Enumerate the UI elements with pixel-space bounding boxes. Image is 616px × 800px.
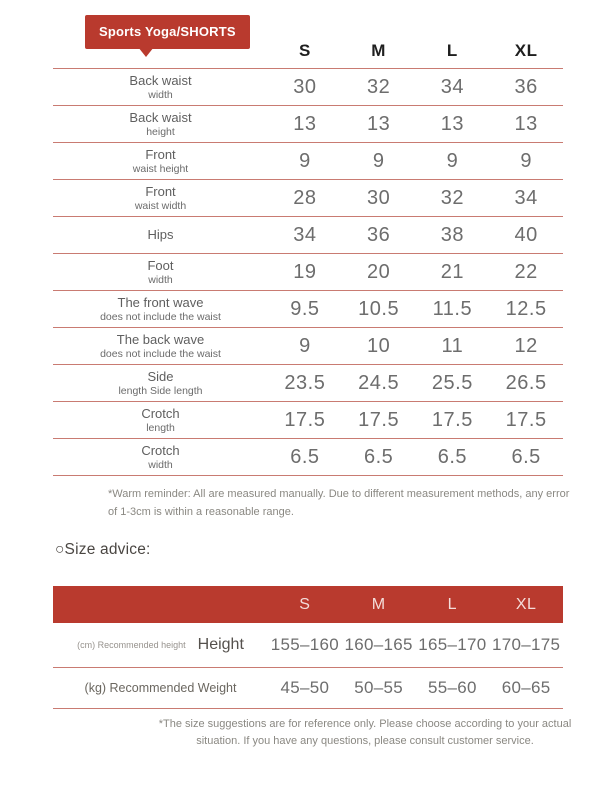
cell-value: 36 bbox=[367, 223, 391, 246]
cell-value: 11 bbox=[441, 334, 464, 357]
cell-value: 13 bbox=[367, 112, 391, 135]
row-label-line1: Front bbox=[145, 146, 176, 162]
row-label-line2: does not include the waist bbox=[100, 347, 221, 360]
cell-value: 19 bbox=[293, 260, 317, 283]
warm-reminder-note: *Warm reminder: All are measured manually. Due to different measurement methods, any error of 1-3cm is within a reasonable range. bbox=[108, 488, 570, 518]
cell-value: 6.5 bbox=[290, 445, 320, 468]
cell-value: 21 bbox=[440, 260, 464, 283]
cell-value: 9 bbox=[372, 149, 385, 172]
cell-value: 13 bbox=[514, 112, 538, 135]
cell-value: 28 bbox=[293, 186, 317, 209]
cell-value: 170–175 bbox=[491, 635, 561, 654]
cell-value: 17.5 bbox=[358, 408, 400, 431]
cell-value: 24.5 bbox=[358, 371, 400, 394]
table-row bbox=[53, 402, 563, 439]
row-label-line1: Front bbox=[145, 183, 176, 199]
cell-value: 10 bbox=[367, 334, 391, 357]
row-label-line1: The front wave bbox=[117, 294, 204, 310]
cell-value: 26.5 bbox=[505, 371, 547, 394]
cell-value: 10.5 bbox=[358, 297, 400, 320]
cell-value: 13 bbox=[293, 112, 317, 135]
table-row bbox=[53, 143, 563, 180]
recommended-weight-row bbox=[53, 668, 563, 709]
row-label bbox=[53, 184, 268, 213]
table-row bbox=[53, 180, 563, 217]
row-label-line2: length Side length bbox=[118, 384, 203, 397]
row-label bbox=[53, 332, 268, 361]
cell-value: 50–55 bbox=[354, 678, 404, 697]
cell-value: 12 bbox=[514, 334, 538, 357]
cell-value: 17.5 bbox=[284, 408, 326, 431]
row-label-line1: Back waist bbox=[129, 72, 192, 88]
row-label bbox=[53, 406, 268, 435]
table-row bbox=[53, 254, 563, 291]
column-header-m: M bbox=[371, 41, 386, 60]
cell-value: 60–65 bbox=[501, 678, 551, 697]
row-label bbox=[53, 681, 268, 695]
cell-value: 9 bbox=[446, 149, 459, 172]
row-label-line2: length bbox=[146, 421, 175, 434]
row-label-line1: Crotch bbox=[141, 442, 180, 458]
size-advice-header-row bbox=[53, 586, 563, 623]
table-row bbox=[53, 217, 563, 254]
cell-value: 12.5 bbox=[505, 297, 547, 320]
recommended-height-row bbox=[53, 623, 563, 668]
row-label-text: (kg) Recommended Weight bbox=[84, 681, 237, 695]
cell-value: 9 bbox=[520, 149, 532, 172]
cell-value: 17.5 bbox=[431, 408, 473, 431]
row-label-line2: waist width bbox=[134, 199, 187, 212]
size-advice-table bbox=[53, 586, 563, 709]
cell-value: 32 bbox=[367, 75, 391, 98]
row-label-line2: waist height bbox=[132, 162, 189, 175]
table-row bbox=[53, 365, 563, 402]
cell-value: 17.5 bbox=[505, 408, 547, 431]
cell-value: 55–60 bbox=[427, 678, 477, 697]
cell-value: 9 bbox=[299, 149, 311, 172]
product-badge: Sports Yoga/SHORTS bbox=[85, 15, 250, 49]
row-label-line2: width bbox=[148, 458, 173, 471]
row-label-line1: Back waist bbox=[129, 109, 192, 125]
cell-value: 6.5 bbox=[363, 445, 394, 468]
column-header-s: S bbox=[298, 41, 311, 60]
measurements-body bbox=[53, 68, 563, 476]
cell-value: 30 bbox=[367, 186, 391, 209]
cell-value: 38 bbox=[440, 223, 464, 246]
cell-value: 34 bbox=[440, 75, 464, 98]
row-label bbox=[53, 443, 268, 472]
cell-value: 40 bbox=[514, 223, 538, 246]
cell-value: 160–165 bbox=[344, 635, 413, 654]
size-suggestion-note: *The size suggestions are for reference only. Please choose according to your actual situation. If you have any questions, please consult customer service. bbox=[158, 718, 572, 748]
row-label-line2: width bbox=[148, 88, 173, 101]
row-label-text: Height bbox=[197, 636, 244, 653]
cell-value: 6.5 bbox=[437, 445, 468, 468]
row-label bbox=[53, 295, 268, 324]
column-header-xl: XL bbox=[514, 41, 538, 60]
cell-value: 11.5 bbox=[432, 297, 473, 320]
badge-pointer-icon bbox=[138, 47, 154, 57]
cell-value: 36 bbox=[514, 75, 538, 98]
unit-label: (cm) Recommended height bbox=[77, 640, 186, 650]
column-header-m: M bbox=[371, 595, 386, 613]
cell-value: 13 bbox=[440, 112, 464, 135]
row-label-line1: Side bbox=[147, 368, 174, 384]
size-advice-heading: ○Size advice: bbox=[55, 541, 151, 558]
table-row bbox=[53, 69, 563, 106]
cell-value: 9.5 bbox=[290, 297, 320, 320]
column-header-xl: XL bbox=[515, 595, 537, 613]
row-label bbox=[53, 636, 268, 654]
cell-value: 155–160 bbox=[270, 635, 340, 654]
cell-value: 22 bbox=[514, 260, 538, 283]
table-row bbox=[53, 439, 563, 476]
table-row bbox=[53, 328, 563, 365]
row-label-line2: does not include the waist bbox=[100, 310, 221, 323]
cell-value: 6.5 bbox=[511, 445, 541, 468]
column-header-l: L bbox=[447, 595, 458, 613]
table-row bbox=[53, 291, 563, 328]
row-label bbox=[53, 73, 268, 102]
row-label-line2: width bbox=[148, 273, 173, 286]
row-label-line1: Hips bbox=[147, 226, 174, 242]
row-label-line1: The back wave bbox=[116, 331, 205, 347]
column-header-s: S bbox=[299, 595, 311, 613]
cell-value: 25.5 bbox=[431, 371, 473, 394]
cell-value: 9 bbox=[299, 334, 311, 357]
cell-value: 23.5 bbox=[284, 371, 326, 394]
measurements-table bbox=[53, 36, 563, 476]
cell-value: 45–50 bbox=[280, 678, 330, 697]
row-label bbox=[53, 147, 268, 176]
row-label-line1: Crotch bbox=[141, 405, 180, 421]
cell-value: 20 bbox=[367, 260, 391, 283]
cell-value: 34 bbox=[293, 223, 317, 246]
row-label bbox=[53, 258, 268, 287]
cell-value: 32 bbox=[440, 186, 464, 209]
cell-value: 165–170 bbox=[418, 635, 487, 654]
row-label bbox=[53, 227, 268, 243]
cell-value: 30 bbox=[293, 75, 317, 98]
row-label bbox=[53, 369, 268, 398]
row-label-line1: Foot bbox=[147, 257, 174, 273]
row-label bbox=[53, 110, 268, 139]
column-header-l: L bbox=[446, 41, 458, 60]
cell-value: 34 bbox=[514, 186, 538, 209]
table-row bbox=[53, 106, 563, 143]
row-label-line2: height bbox=[146, 125, 175, 138]
